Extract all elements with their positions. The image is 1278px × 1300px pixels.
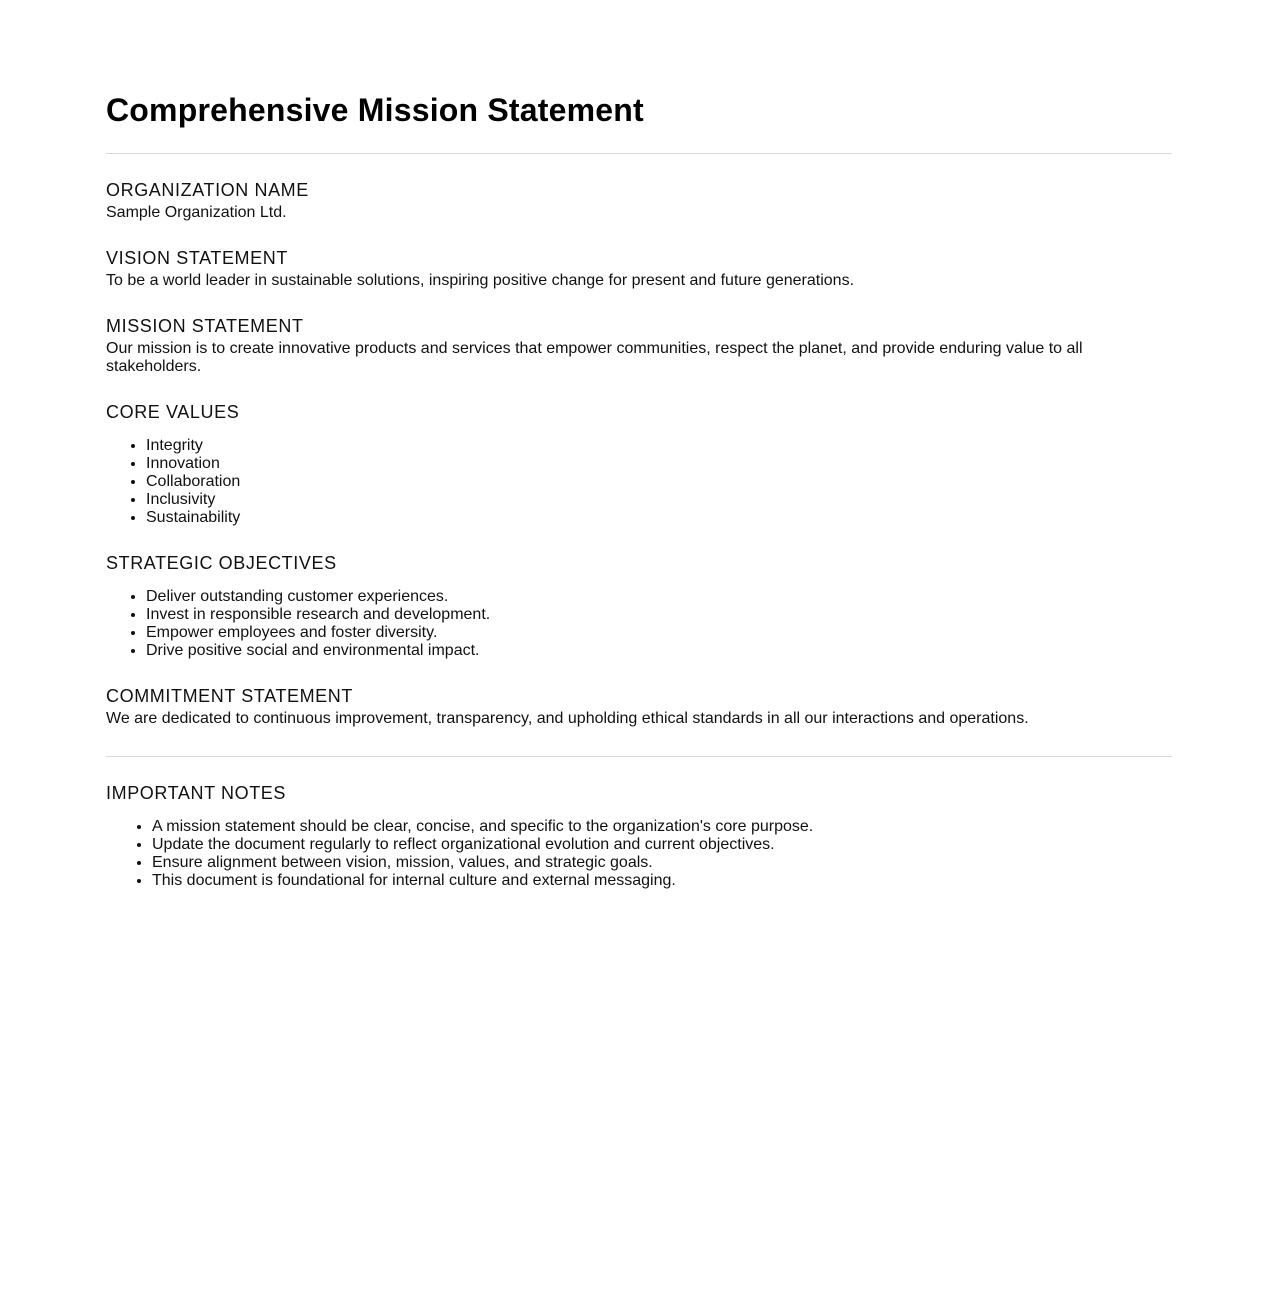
core-values-heading: CORE VALUES xyxy=(106,402,240,422)
objectives-heading: STRATEGIC OBJECTIVES xyxy=(106,553,337,573)
commitment-heading: COMMITMENT STATEMENT xyxy=(106,686,353,706)
list-item: • Innovation xyxy=(146,455,1172,473)
organization-heading: ORGANIZATION NAME xyxy=(106,180,309,200)
list-item: • Invest in responsible research and development. xyxy=(146,606,1172,624)
commitment-section xyxy=(106,685,1172,728)
page-title: Comprehensive Mission Statement xyxy=(106,92,644,128)
mission-heading: MISSION STATEMENT xyxy=(106,316,304,336)
list-item: • Integrity xyxy=(146,437,1172,455)
list-item: • This document is foundational for internal culture and external messaging. xyxy=(152,872,1172,890)
organization-section xyxy=(106,179,1172,222)
commitment-text: We are dedicated to continuous improvement, transparency, and upholding ethical standards in all our interactions and operations. xyxy=(106,710,1029,727)
core-values-list xyxy=(106,437,1172,527)
list-item: • Sustainability xyxy=(146,509,1172,527)
list-item: • Inclusivity xyxy=(146,491,1172,509)
notes-divider xyxy=(106,756,1172,757)
list-item: • Deliver outstanding customer experiences. xyxy=(146,588,1172,606)
list-item: • Update the document regularly to reflect organizational evolution and current objectives. xyxy=(152,836,1172,854)
list-item: • Empower employees and foster diversity. xyxy=(146,624,1172,642)
core-values-section xyxy=(106,401,1172,527)
organization-name: Sample Organization Ltd. xyxy=(106,204,287,221)
notes-heading: IMPORTANT NOTES xyxy=(106,783,287,803)
list-item: • Drive positive social and environmental impact. xyxy=(146,642,1172,660)
mission-text: Our mission is to create innovative products and services that empower communities, respect the planet, and provide enduring value to all stakeholders. xyxy=(106,340,1083,375)
mission-section xyxy=(106,315,1172,376)
vision-text: To be a world leader in sustainable solutions, inspiring positive change for present and future generations. xyxy=(106,272,855,289)
list-item: • Ensure alignment between vision, mission, values, and strategic goals. xyxy=(152,854,1172,872)
list-item: • A mission statement should be clear, concise, and specific to the organization's core purpose. xyxy=(152,818,1172,836)
objectives-list xyxy=(106,588,1172,660)
notes-list xyxy=(106,818,1172,890)
objectives-section xyxy=(106,552,1172,660)
notes-section xyxy=(106,782,1172,890)
vision-heading: VISION STATEMENT xyxy=(106,248,288,268)
list-item: • Collaboration xyxy=(146,473,1172,491)
title-divider xyxy=(106,153,1172,154)
vision-section xyxy=(106,247,1172,290)
